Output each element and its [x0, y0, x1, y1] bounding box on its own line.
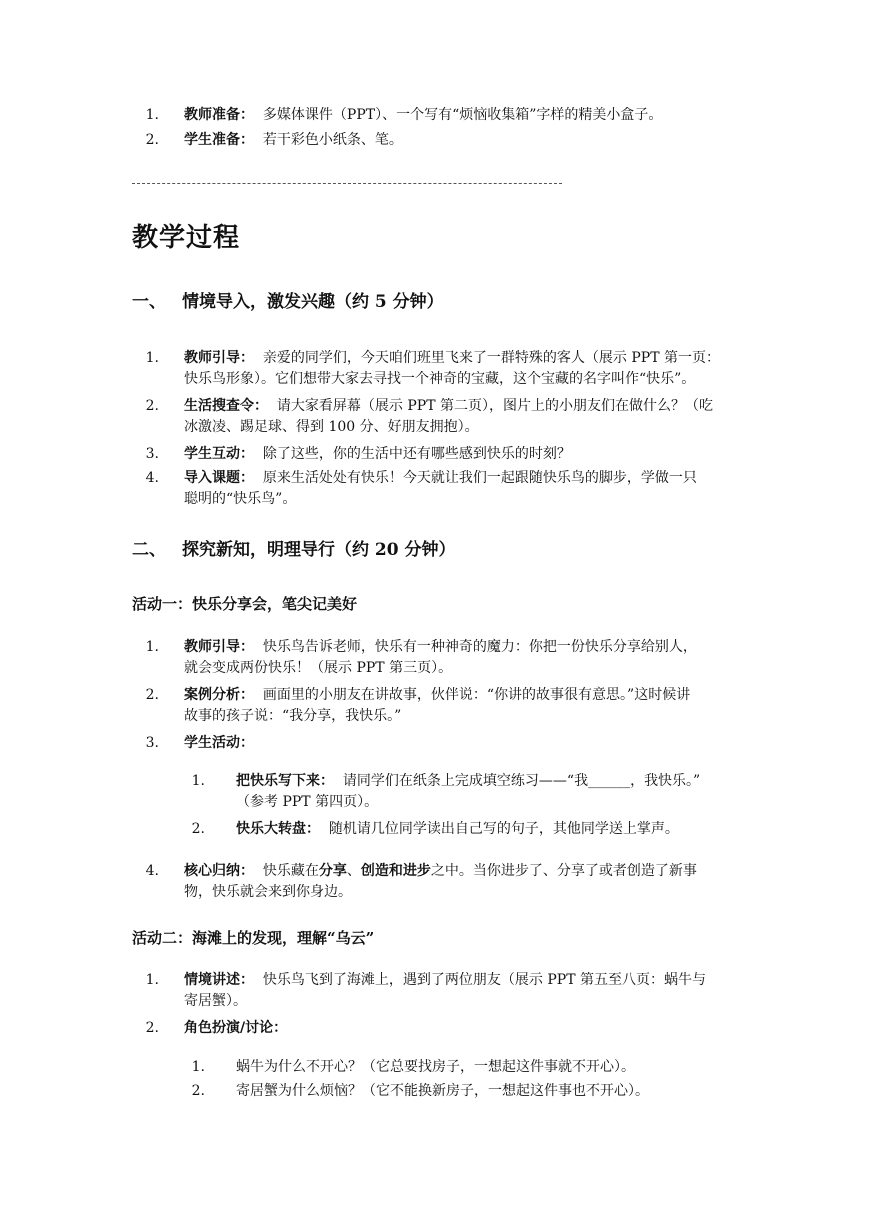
- item-text: 快乐藏在: [262, 863, 319, 879]
- item-number: 1.: [191, 773, 205, 789]
- item-label: 角色扮演/讨论：: [184, 1020, 288, 1036]
- item-body: [184, 685, 870, 727]
- item-number: 1.: [145, 972, 159, 988]
- item-body: [184, 348, 870, 390]
- item-text-cont: 故事的孩子说：“我分享，我快乐。”: [184, 708, 402, 724]
- keyword: 分享: [318, 863, 347, 879]
- item-label: 核心归纳：: [184, 863, 254, 879]
- item-text-cont: （参考 PPT 第四页）。: [236, 794, 379, 810]
- item-text-cont: 冰激凌、踢足球、得到 100 分、好朋友拥抱）。: [184, 419, 479, 435]
- item-body: [236, 819, 870, 840]
- item-number: 1.: [145, 639, 159, 655]
- list-item: [0, 105, 870, 130]
- item-label: 生活搜查令：: [184, 398, 268, 414]
- section-number: 二、: [132, 540, 166, 560]
- item-number: 1.: [191, 1059, 205, 1075]
- activity1-list: [0, 637, 870, 757]
- item-number: 2.: [145, 398, 159, 414]
- list-item: [0, 771, 870, 819]
- item-label: 教师引导：: [184, 350, 254, 366]
- list-item: [0, 1081, 870, 1105]
- item-text: 寄居蟹为什么烦恼？（它不能换新房子，一想起这件事也不开心）。: [236, 1083, 649, 1099]
- item-number: 3.: [145, 735, 159, 751]
- item-text: 请大家看屏幕（展示 PPT 第二页），图片上的小朋友们在做什么？（吃: [276, 398, 713, 414]
- item-text: 除了这些，你的生活中还有哪些感到快乐的时刻？: [262, 446, 571, 462]
- item-text: 和: [388, 863, 403, 879]
- item-label: 案例分析：: [184, 687, 254, 703]
- item-text-cont: 快乐鸟形象）。它们想带大家去寻找一个神奇的宝藏，这个宝藏的名字叫作“快乐”。: [184, 371, 696, 387]
- item-text-cont: 聪明的“快乐鸟”。: [184, 491, 297, 507]
- item-text: 亲爱的同学们，今天咱们班里飞来了一群特殊的客人（展示 PPT 第一页：: [262, 350, 720, 366]
- section-heading: [132, 538, 456, 562]
- item-text: 快乐鸟告诉老师，快乐有一种神奇的魔力：你把一份快乐分享给别人，: [262, 639, 697, 655]
- list-item: [0, 468, 870, 516]
- list-item: [0, 1057, 870, 1081]
- item-body: [184, 733, 870, 754]
- item-number: 1.: [145, 107, 159, 123]
- list-item: [0, 861, 870, 909]
- list-item: [0, 637, 870, 685]
- activity1-sublist: [0, 771, 870, 843]
- activity-heading: 活动一：快乐分享会，笔尖记美好: [132, 595, 358, 613]
- item-text: 多媒体课件（PPT）、一个写有“烦恼收集箱”字样的精美小盒子。: [262, 107, 663, 123]
- item-body: [184, 861, 870, 903]
- list-item: [0, 970, 870, 1018]
- item-label: 教师引导：: [184, 639, 254, 655]
- item-body: [236, 771, 870, 813]
- item-label: 学生准备：: [184, 132, 254, 148]
- list-item: [0, 348, 870, 396]
- item-label: 学生活动：: [184, 735, 254, 751]
- section-title: 情境导入，激发兴趣（约 5 分钟）: [182, 292, 444, 312]
- section-number: 一、: [132, 292, 166, 312]
- item-body: [184, 637, 870, 679]
- item-text: 、: [346, 863, 361, 879]
- section-title: 探究新知，明理导行（约 20 分钟）: [182, 540, 456, 560]
- item-number: 4.: [145, 863, 159, 879]
- item-text: 随机请几位同学读出自己写的句子，其他同学送上掌声。: [328, 821, 679, 837]
- section1-list: [0, 348, 870, 516]
- list-item: [0, 396, 870, 444]
- list-item: [0, 685, 870, 733]
- item-label: 学生互动：: [184, 446, 254, 462]
- item-body: [184, 396, 870, 438]
- item-text-cont: 物，快乐就会来到你身边。: [184, 884, 352, 900]
- item-label: 情境讲述：: [184, 972, 254, 988]
- item-text-cont: 寄居蟹）。: [184, 993, 247, 1009]
- item-body: [184, 105, 870, 126]
- item-text: 画面里的小朋友在讲故事，伙伴说：“你讲的故事很有意思。”这时候讲: [262, 687, 691, 703]
- list-item: [0, 819, 870, 843]
- keyword: 进步: [402, 863, 431, 879]
- prep-list: [0, 105, 870, 155]
- item-number: 2.: [145, 132, 159, 148]
- item-text: 若干彩色小纸条、笔。: [262, 132, 403, 148]
- keyword: 创造: [360, 863, 389, 879]
- item-body: [184, 468, 870, 510]
- list-item: [0, 733, 870, 757]
- item-number: 3.: [145, 446, 159, 462]
- list-item: [0, 444, 870, 468]
- list-item: [0, 130, 870, 155]
- item-text: 请同学们在纸条上完成填空练习——“我______，我快乐。”: [342, 773, 701, 789]
- item-number: 2.: [191, 1083, 205, 1099]
- item-body: [184, 970, 870, 1012]
- item-label: 教师准备：: [184, 107, 254, 123]
- section-heading: [132, 290, 444, 314]
- item-number: 2.: [145, 687, 159, 703]
- item-text: 原来生活处处有快乐！今天就让我们一起跟随快乐鸟的脚步，学做一只: [262, 470, 697, 486]
- item-label: 导入课题：: [184, 470, 254, 486]
- activity2-sublist: [0, 1057, 870, 1105]
- item-number: 2.: [145, 1020, 159, 1036]
- activity2-list: [0, 970, 870, 1042]
- page-title: 教学过程: [132, 223, 241, 253]
- item-text: 之中。当你进步了、分享了或者创造了新事: [430, 863, 697, 879]
- item-text: 快乐鸟飞到了海滩上，遇到了两位朋友（展示 PPT 第五至八页：蜗牛与: [262, 972, 706, 988]
- item-number: 1.: [145, 350, 159, 366]
- activity-heading: 活动二：海滩上的发现，理解“乌云”: [132, 929, 375, 947]
- item-label: 快乐大转盘：: [236, 821, 320, 837]
- item-body: [184, 1018, 870, 1039]
- list-item: [0, 1018, 870, 1042]
- item-body: [184, 130, 870, 151]
- item-body: [184, 444, 870, 465]
- item-number: 4.: [145, 470, 159, 486]
- dashed-divider: [132, 183, 562, 184]
- item-number: 2.: [191, 821, 205, 837]
- activity1-summary: [0, 861, 870, 909]
- item-text-cont: 就会变成两份快乐！（展示 PPT 第三页）。: [184, 660, 453, 676]
- item-label: 把快乐写下来：: [236, 773, 334, 789]
- item-text: 蜗牛为什么不开心？（它总要找房子，一想起这件事就不开心）。: [236, 1059, 635, 1075]
